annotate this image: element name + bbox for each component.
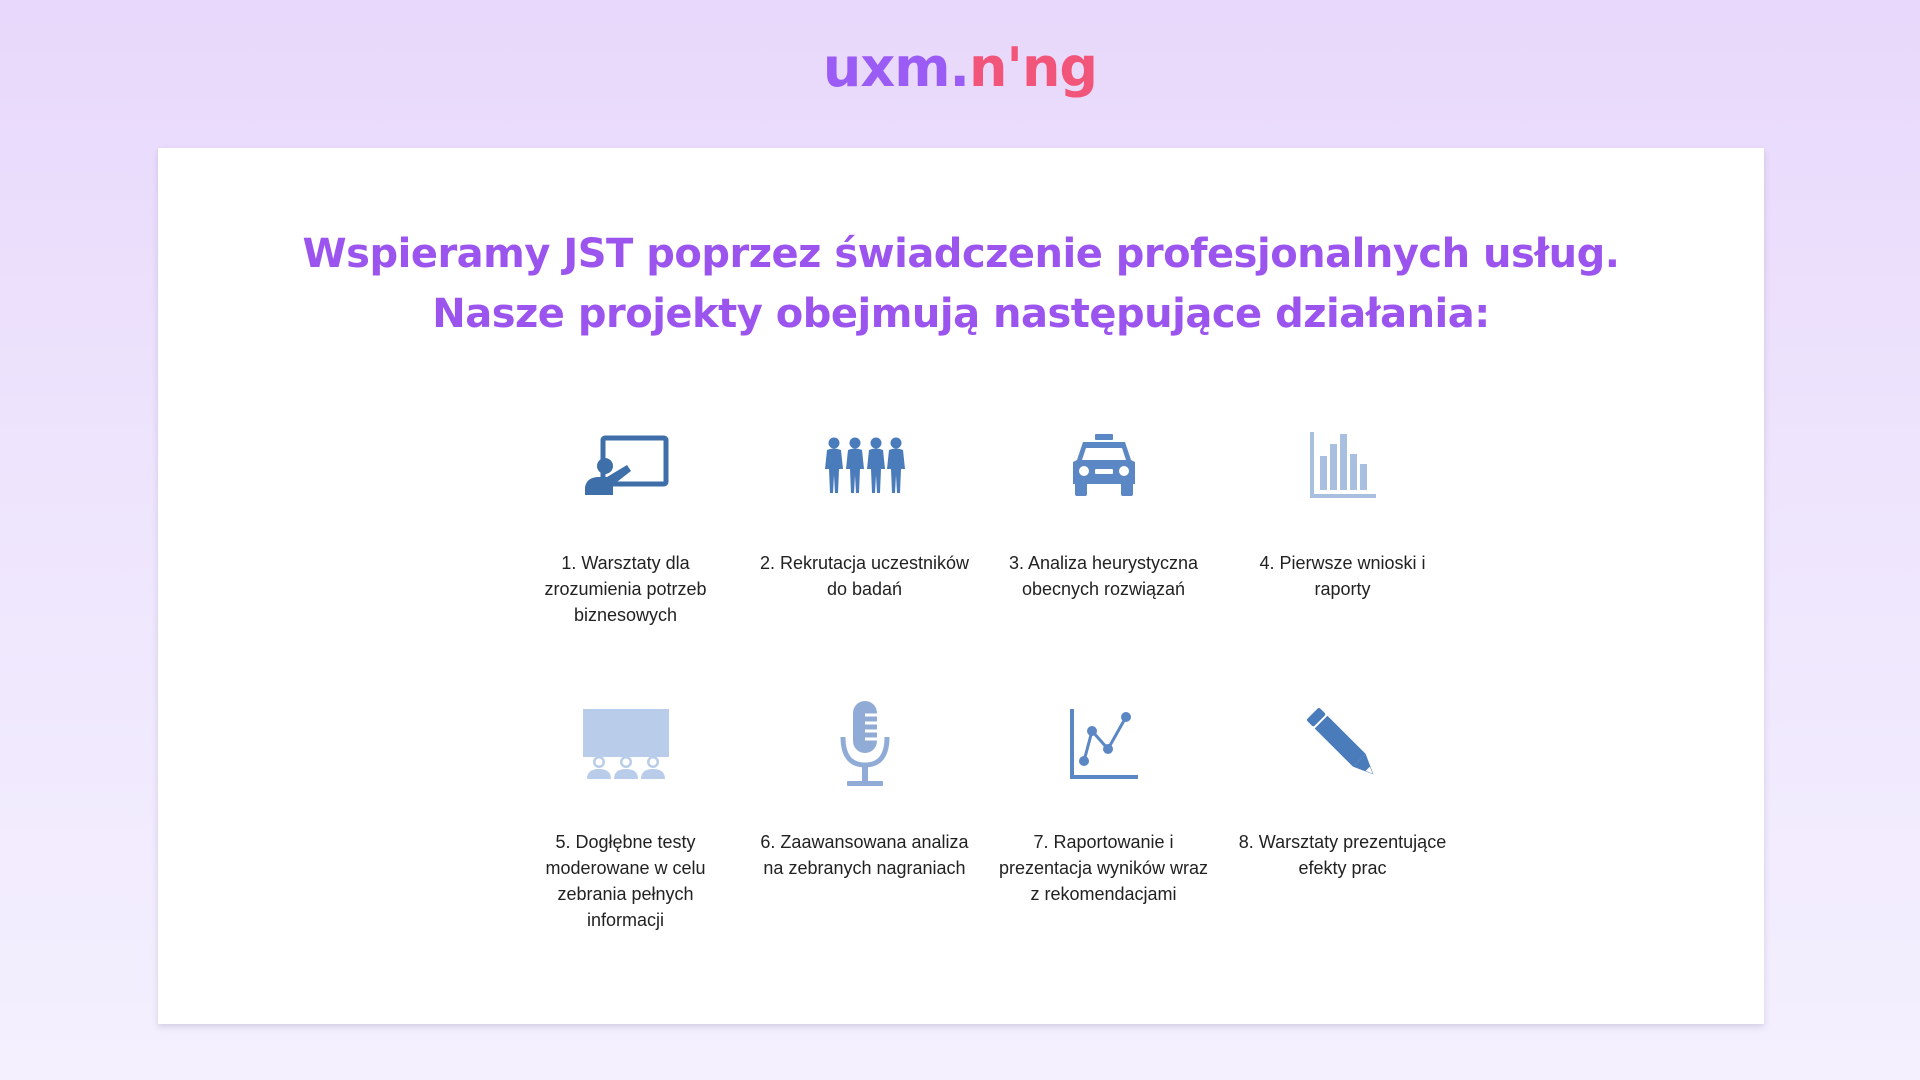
logo-part-2: n'ng (968, 36, 1098, 99)
service-item-1 (506, 420, 745, 699)
service-label-7: 7. Raportowanie i prezentacja wyników wraz z rekomendacjami (998, 832, 1209, 904)
page-title (158, 224, 1764, 344)
service-label-8: 8. Warsztaty prezentujące efekty prac (1238, 832, 1447, 878)
microphone-icon (820, 699, 910, 789)
service-label-5: 5. Dogłębne testy moderowane w celu zebrania pełnych informacji (545, 832, 706, 930)
content-card (158, 148, 1764, 1024)
pencil-icon (1298, 699, 1388, 789)
services-grid (506, 420, 1462, 978)
service-label-2: 2. Rekrutacja uczestników do badań (759, 553, 970, 599)
title-line-1: Wspieramy JST poprzez świadczenie profesjonalnych usług. (302, 231, 1620, 277)
service-item-3 (984, 420, 1223, 699)
service-label-1: 1. Warsztaty dla zrozumienia potrzeb biznesowych (544, 553, 707, 625)
car-icon (1059, 420, 1149, 510)
service-label-3: 3. Analiza heurystyczna obecnych rozwiązań (1008, 553, 1199, 599)
service-item-7 (984, 699, 1223, 978)
bar-chart-icon (1298, 420, 1388, 510)
service-item-2 (745, 420, 984, 699)
logo-part-1: uxm. (822, 36, 969, 99)
service-label-4: 4. Pierwsze wnioski i raporty (1259, 553, 1426, 599)
people-group-icon (820, 420, 910, 510)
line-chart-icon (1059, 699, 1149, 789)
brand-logo (0, 38, 1920, 98)
service-item-6 (745, 699, 984, 978)
presentation-board-icon (581, 420, 671, 510)
service-item-8 (1223, 699, 1462, 978)
audience-screen-icon (581, 699, 671, 789)
service-label-6: 6. Zaawansowana analiza na zebranych nagraniach (760, 832, 969, 878)
title-line-2: Nasze projekty obejmują następujące działania: (432, 291, 1490, 337)
service-item-4 (1223, 420, 1462, 699)
service-item-5 (506, 699, 745, 978)
